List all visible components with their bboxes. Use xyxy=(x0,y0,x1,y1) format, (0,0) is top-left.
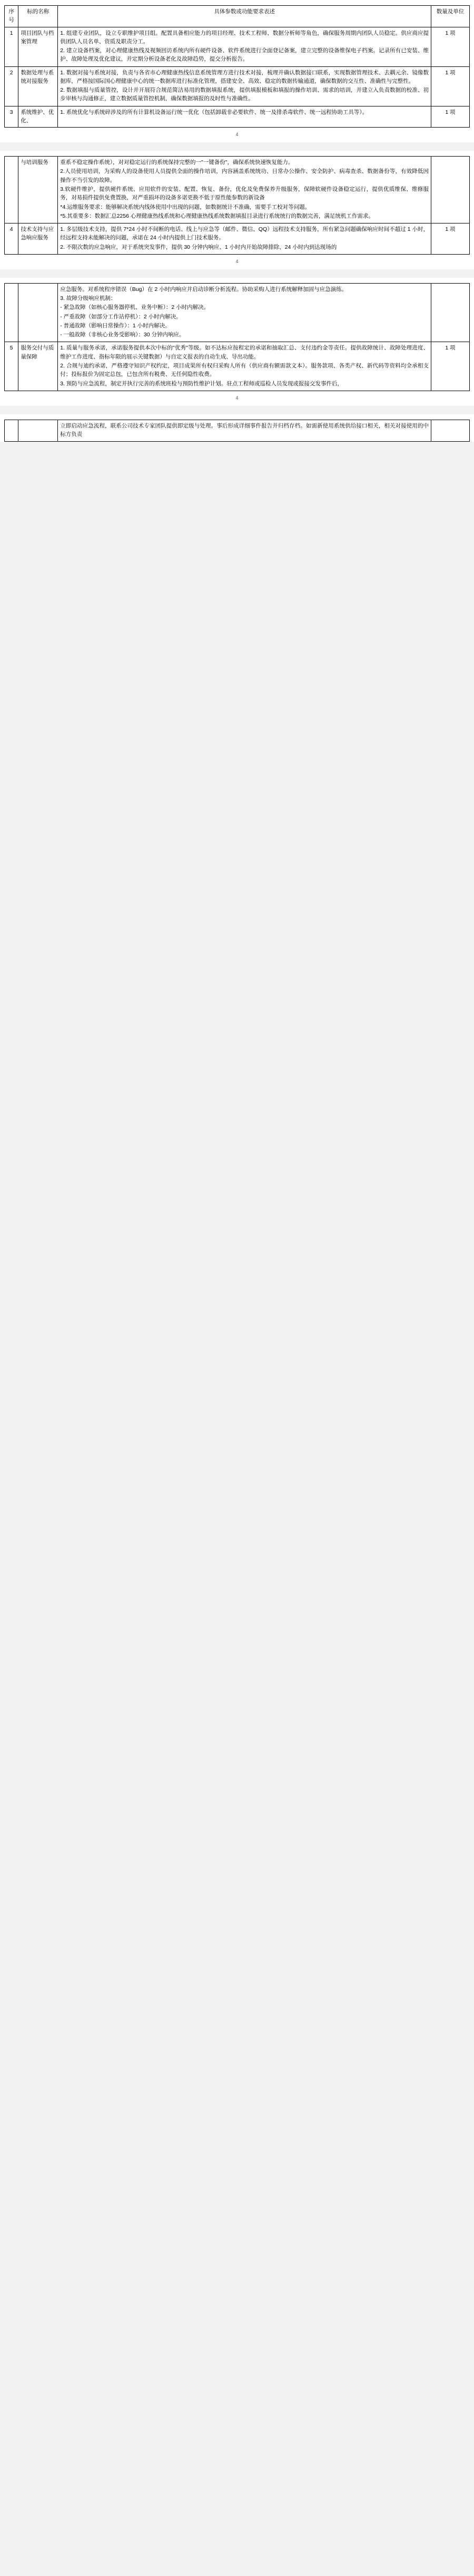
paragraph: *4.运维服务要求：能够解决系统内线体使用中出现的问题，如数据统计不准确，需要手工校对等问题。 xyxy=(60,203,311,210)
paragraph: 1. 系统优化与系统碎涉及的所有计算机设备运行统一优化（包括卸载非必要软件、统一及排杀毒软件、统一远程协助工具等）。 xyxy=(60,109,368,115)
row-seq: 2 xyxy=(5,66,18,106)
row-qty: 1 项 xyxy=(431,342,470,391)
paragraph: 2. 合规与迪约承诺，严格遵守知识产权约定，项目成果所有权归采购人所有（供应商有额需款文本）。服务款项、各类产权、新代码等资料均全承相支付；投标报价为固定总包，已包含所有税费、无任何隐性收费。 xyxy=(60,362,429,378)
paragraph: 1. 质量与服务承诺，承诺服务提供本次中标的"优秀"等级。如不达标应按程定的承诺和抽取汇总、支付违约金等责任。提供故障统计、故障处理进度、维护工作进度、指标年限的展示关键数据）与自定义报表的自动生成、导出功能。 xyxy=(60,345,429,360)
paragraph: 2. 建立设备档案，对心理健康热线及视频回访系统内所有硬件设备、软件系统进行全面登记备案，建立完整的设备维保电子档案。记录所有已安装、维护、故障处理及优化建议，并定期分析设备老化及故障趋势，提交分析报告。 xyxy=(60,47,429,63)
document-root xyxy=(0,0,474,442)
row-name: 数据处理与系统对接服务 xyxy=(18,66,58,106)
paragraph: - 一般故障（非核心业务受影响）：30 分钟内响应。 xyxy=(60,332,185,338)
row-name: 项目团队与档案管理 xyxy=(18,27,58,66)
table-row xyxy=(5,283,470,342)
row-seq xyxy=(5,420,18,442)
table-row xyxy=(5,420,470,442)
row-qty: 1 项 xyxy=(431,223,470,255)
table-row xyxy=(5,66,470,106)
document-page-2 xyxy=(0,151,474,269)
column-header-seq: 序号 xyxy=(5,6,18,27)
paragraph: 2.人员使用培训，为采购人的设备使用人员提供全面的操作培训，内容涵盖系统统功、日常办公操作、安全防护、病毒查杀、数据备份等，有效降低因操作不当引发的故障。 xyxy=(60,168,429,183)
row-description xyxy=(58,420,431,442)
paragraph: 重系不稳定操作系统），对对稳定运行的系统保持完整的一"一键备份"，确保系统快速恢复能力。 xyxy=(60,159,294,166)
paragraph: 1. 数据对接与系统对接，负责与各省市心理健康热线信息系统管理方进行技术对接，梳理并确认数据接口联系，实现数据管理技术、去耦元余、镜像数据库，严格按国际国心理健康中心的统一数据库进行标准化管理，搭建安全、高效、稳定的数据传输通道，确保数据的交互性、准确性与完整性。 xyxy=(60,69,429,84)
requirements-table-3 xyxy=(4,283,470,391)
paragraph: 1. 多层级技术支持，提供 7*24 小时不间断的电话、线上与应急等（邮件、微信、QQ）远程技术支持服务，所有紧急问题确保响应时间不超过 1 小时，经远程支持未能解决的问题，承诺在 24 小时内提供上门技术服务。 xyxy=(60,226,429,241)
row-seq: 4 xyxy=(5,223,18,255)
paragraph: 3.软硬件维护，提供硬件系统、应用软件的安装、配置、恢复、备份，优化及免费保养升级服务，保障软硬件设备稳定运行，提供优质维保、维修服务，对易损件提供免费置换，对严重损坏的设备多诺更换不低于原性能参数的新设备 xyxy=(60,186,429,201)
requirements-table-2 xyxy=(4,156,470,255)
row-qty xyxy=(431,157,470,223)
table-row xyxy=(5,157,470,223)
document-page-1 xyxy=(0,0,474,142)
page-number: 4 xyxy=(235,132,239,138)
row-description xyxy=(58,27,431,66)
paragraph: 应急服务。对系统程序错误（Bug）在 2 小时内响应并启动诊断分析流程。协助采购人进行系统解释加固与应急演练。 xyxy=(60,286,348,293)
row-seq: 5 xyxy=(5,342,18,391)
paragraph: - 普通故障（影响日常操作）：1 小时内解决。 xyxy=(60,322,171,329)
paragraph: 2. 不限次数的应急响应，对于系统突发事件，提供 30 分钟内响应、1 小时内开始故障排除、24 小时内到达现场的 xyxy=(60,244,337,250)
row-name: 系统维护、优化、 xyxy=(18,106,58,128)
table-header-row xyxy=(5,6,470,27)
row-description xyxy=(58,223,431,255)
row-description xyxy=(58,66,431,106)
page-number: 4 xyxy=(235,258,239,264)
row-qty: 1 项 xyxy=(431,27,470,66)
row-seq: 3 xyxy=(5,106,18,128)
row-description xyxy=(58,157,431,223)
row-seq xyxy=(5,157,18,223)
row-qty: 1 项 xyxy=(431,66,470,106)
table-row xyxy=(5,223,470,255)
page-number: 4 xyxy=(235,395,239,401)
row-qty xyxy=(431,283,470,342)
paragraph: *5.其重要多：数据汇总2256 心理健康热线系统和心理健康热线系统数据填报目录进行系统统行的数据完善，满足统机工作需求。 xyxy=(60,212,374,219)
table-row xyxy=(5,342,470,391)
row-qty: 1 项 xyxy=(431,106,470,128)
document-page-4 xyxy=(0,414,474,442)
row-qty xyxy=(431,420,470,442)
document-page-3 xyxy=(0,278,474,406)
column-header-desc: 具体参数或功能要求表述 xyxy=(58,6,431,27)
row-name xyxy=(18,283,58,342)
paragraph: 3. 预防与应急流程，制定并执行完善的系统班检与预防性维护计划。驻点工程师或巡检人员发现或报接交发事件后， xyxy=(60,380,343,387)
paragraph: 2. 数据填报与质量管控，设计并开展符合规范简洁易用的数据填报系统，提供填报模板和填报的操作培训、需求的培训，并建立入负责数据的校准、初步审核与沟通修正，建立数据质量管控机制，确保数据填报的及时性与准确性。 xyxy=(60,87,429,102)
row-seq: 1 xyxy=(5,27,18,66)
paragraph: - 紧急故障（如核心服务器停机、业务中断）：2 小时内解决。 xyxy=(60,304,210,311)
table-row xyxy=(5,27,470,66)
row-description xyxy=(58,342,431,391)
row-name xyxy=(18,420,58,442)
table-row xyxy=(5,106,470,128)
paragraph: 立即启动应急流程，联系公司技术专家团队提供即定级与处理。事后形成详细事件报告并归档存档。如需新使用系统供给接口相关，相关对接使用的中标方负责 xyxy=(60,422,429,438)
paragraph: 1. 组建专业团队，设立专职维护项目组。配置具备相应能力的项目经理、技术工程师、数据分析师等角色，确保服务周期内团队人员稳定。供应商应提供团队人员名单、资质及职责分工。 xyxy=(60,30,429,45)
row-name: 服务交付与质量保障 xyxy=(18,342,58,391)
row-description xyxy=(58,106,431,128)
row-name: 技术支持与应急响应服务 xyxy=(18,223,58,255)
column-header-name: 标的名称 xyxy=(18,6,58,27)
paragraph: 3. 故障分级响应机制： xyxy=(60,295,116,302)
column-header-qty: 数量及单位 xyxy=(431,6,470,27)
requirements-table-1 xyxy=(4,5,470,128)
row-name: 与培训服务 xyxy=(18,157,58,223)
row-seq xyxy=(5,283,18,342)
row-description xyxy=(58,283,431,342)
paragraph: - 严重故障（如部分工作站停机）：2 小时内解决。 xyxy=(60,313,182,320)
requirements-table-4 xyxy=(4,420,470,442)
